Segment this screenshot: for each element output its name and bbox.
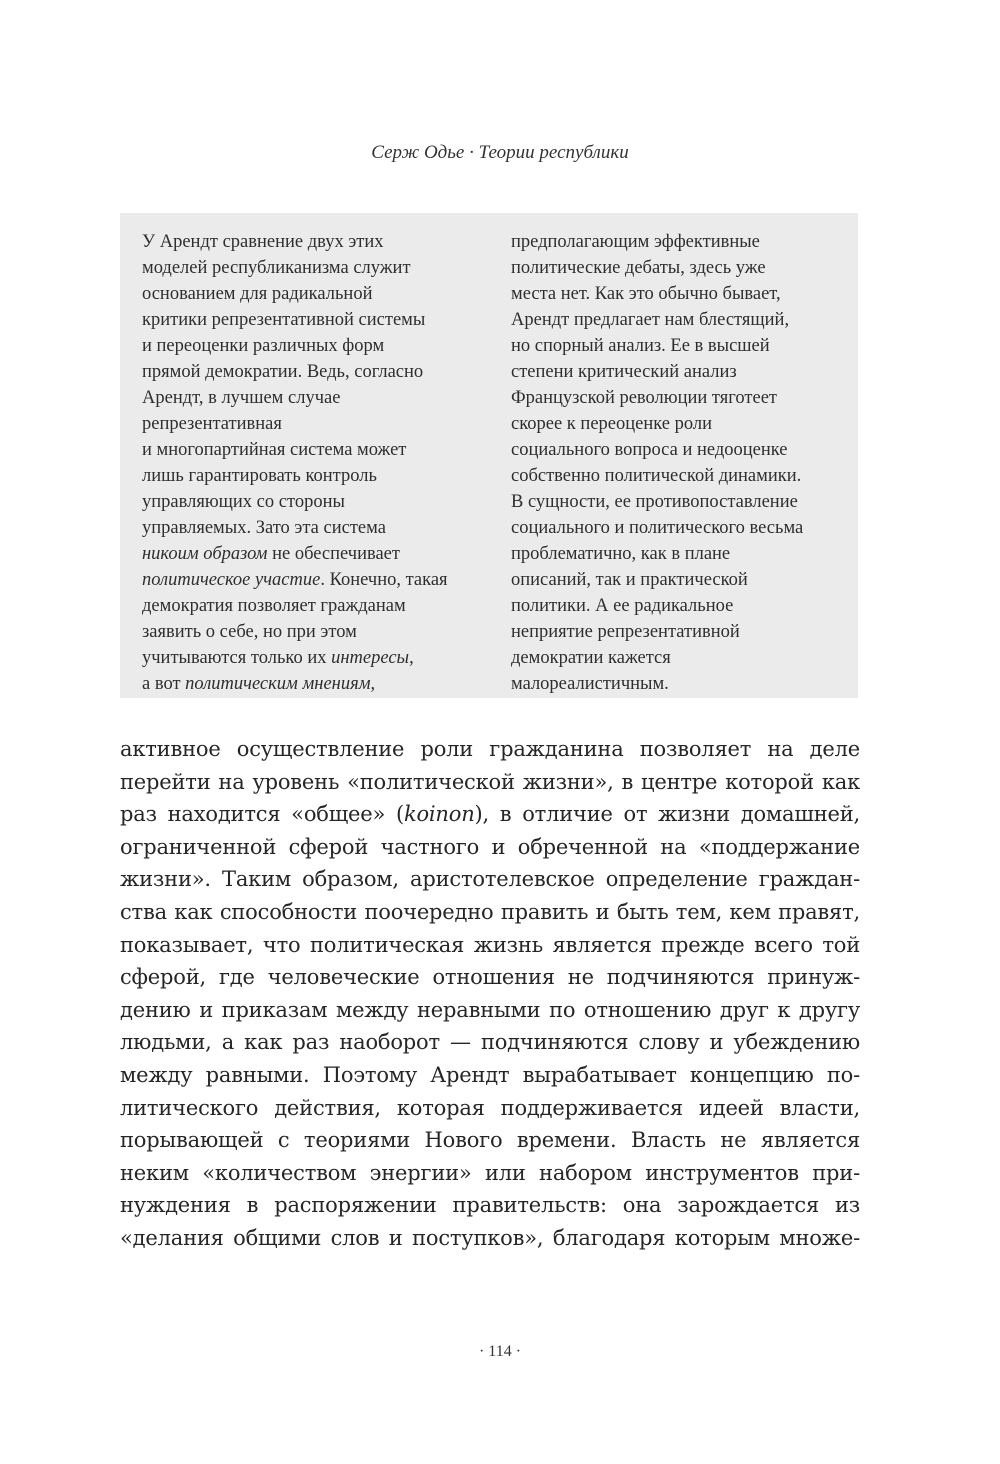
text-line: моделей республиканизма служит [142, 258, 411, 278]
text-line: Французской революции тяготеет [511, 388, 778, 408]
text-line: демократии кажется [511, 648, 671, 668]
text-line: а вот политическим мнениям, [142, 674, 376, 694]
text-line: В сущности, ее противопоставление [511, 492, 798, 512]
text-line: проблематично, как в плане [511, 544, 731, 564]
text-line: никоим образом не обеспечивает [142, 544, 400, 564]
text-line: людьми, а как раз наоборот — подчиняются слову и убеждению [120, 1030, 860, 1055]
italic-run: никоим образом [142, 544, 268, 564]
text-line: литического действия, которая поддерживается идеей власти, [120, 1095, 860, 1120]
text-line: учитываются только их интересы, [142, 648, 414, 668]
text-line: нуждения в распоряжении правительств: она зарождается из [120, 1193, 860, 1218]
text-line: собственно политической динамики. [511, 466, 802, 486]
text-line: раз находится «общее» (koinon), в отличие от жизни домашней, [120, 802, 860, 827]
text-line: описаний, так и практической [511, 570, 748, 590]
sidebar-right-column [511, 229, 803, 697]
text-line: ства как способности поочередно править и быть тем, кем правят, [120, 899, 860, 924]
text-line: неприятие репрезентативной [511, 622, 740, 642]
text-line: малореалистичным. [511, 674, 669, 694]
text-line: между равными. Поэтому Арендт вырабатывает концепцию по- [120, 1062, 860, 1087]
text-line: и многопартийная система может [142, 440, 407, 460]
text-line: и переоценки различных форм [142, 336, 385, 356]
text-line: политическое участие. Конечно, такая [142, 570, 448, 590]
text-line: основанием для радикальной [142, 284, 373, 304]
text-line: скорее к переоценке роли [511, 414, 713, 434]
text-line: политики. А ее радикальное [511, 596, 734, 616]
text-line: жизни». Таким образом, аристотелевское определение граждан- [120, 867, 860, 892]
text-line: но спорный анализ. Ее в высшей [511, 336, 770, 356]
text-line: управляемых. Зато эта система [142, 518, 386, 538]
text-line: степени критический анализ [511, 362, 737, 382]
text-line: перейти на уровень «политической жизни», в центре которой как [120, 769, 860, 794]
text-line: демократия позволяет гражданам [142, 596, 406, 616]
text-line: неким «количеством энергии» или набором инструментов при- [120, 1160, 860, 1185]
text-line: ограниченной сферой частного и обреченной на «поддержание [120, 834, 860, 859]
text-line: управляющих со стороны [142, 492, 345, 512]
text-line: дению и приказам между неравными по отношению друг к другу [120, 997, 860, 1022]
text-line: сферой, где человеческие отношения не подчиняются принуж- [120, 965, 860, 990]
sidebar-left-column [142, 229, 448, 697]
text-line: предполагающим эффективные [511, 232, 760, 252]
text-line: лишь гарантировать контроль [142, 466, 377, 486]
italic-run: политическим мнениям [185, 674, 371, 694]
text-line: Арендт, в лучшем случае [142, 388, 341, 408]
text-line: показывает, что политическая жизнь является прежде всего той [120, 932, 860, 957]
main-body-text [120, 733, 860, 1255]
sidebar-box [120, 213, 858, 698]
text-line: политические дебаты, здесь уже [511, 258, 766, 278]
text-line: социального вопроса и недооценке [511, 440, 788, 460]
running-header: Серж Одье · Теории республики [371, 142, 629, 163]
text-line: места нет. Как это обычно бывает, [511, 284, 781, 304]
text-line: прямой демократии. Ведь, согласно [142, 362, 424, 382]
text-line: активное осуществление роли гражданина позволяет на деле [120, 737, 860, 761]
text-line: порывающей с теориями Нового времени. Власть не является [120, 1128, 860, 1153]
text-line: У Арендт сравнение двух этих [142, 232, 384, 252]
text-line: репрезентативная [142, 414, 282, 434]
page-number: · 114 · [478, 1343, 522, 1360]
italic-run: koinon [403, 802, 475, 827]
italic-run: политическое участие [142, 570, 321, 590]
text-line: критики репрезентативной системы [142, 310, 426, 330]
text-line: заявить о себе, но при этом [142, 622, 357, 642]
text-line: Арендт предлагает нам блестящий, [511, 310, 790, 330]
italic-run: интересы [331, 648, 410, 668]
text-line: «делания общими слов и поступков», благодаря которым множе- [120, 1225, 860, 1250]
text-line: социального и политического весьма [511, 518, 804, 538]
